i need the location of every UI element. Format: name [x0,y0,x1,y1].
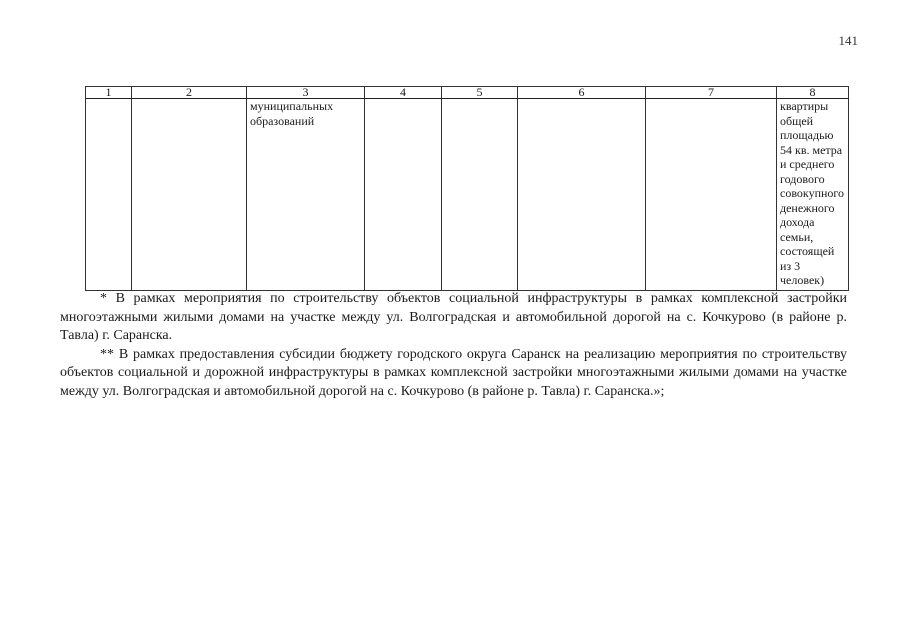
page-number: 141 [838,33,858,48]
column-header-2: 2 [132,87,247,99]
column-header-4: 4 [365,87,442,99]
column-header-6: 6 [518,87,646,99]
table-cell-col2 [132,99,247,291]
column-header-1: 1 [86,87,132,99]
table-cell-col8: квартиры общей площадью 54 кв. метра и среднего годового совокупного денежного дохода семьи, состоящей из 3 человек) [777,99,849,291]
column-header-3: 3 [247,87,365,99]
footnotes [60,290,847,401]
data-table [85,86,849,291]
table-cell-col4 [365,99,442,291]
table-header-row [86,87,849,99]
column-header-5: 5 [442,87,518,99]
table-row [86,99,849,291]
footnote-1: * В рамках мероприятия по строительству объектов социальной инфраструктуры в рамках комплексной застройки многоэтажными жилыми домами на участке между ул. Волгоградская и автомобильной дорогой на с. Кочкурово (в районе р. Тавла) г. Саранска. [60,291,847,343]
table-cell-col7 [646,99,777,291]
column-header-7: 7 [646,87,777,99]
table-cell-col3: муниципальных образований [247,99,365,291]
table-cell-col1 [86,99,132,291]
table-cell-col6 [518,99,646,291]
footnote-2: ** В рамках предоставления субсидии бюджету городского округа Саранск на реализацию мероприятия по строительству объектов социальной и дорожной инфраструктуры в рамках комплексной застройки многоэтажными жилыми домами на участке между ул. Волгоградская и автомобильной дорогой на с. Кочкурово (в районе р. Тавла) г. Саранска.»; [60,346,847,399]
table-cell-col5 [442,99,518,291]
column-header-8: 8 [777,87,849,99]
